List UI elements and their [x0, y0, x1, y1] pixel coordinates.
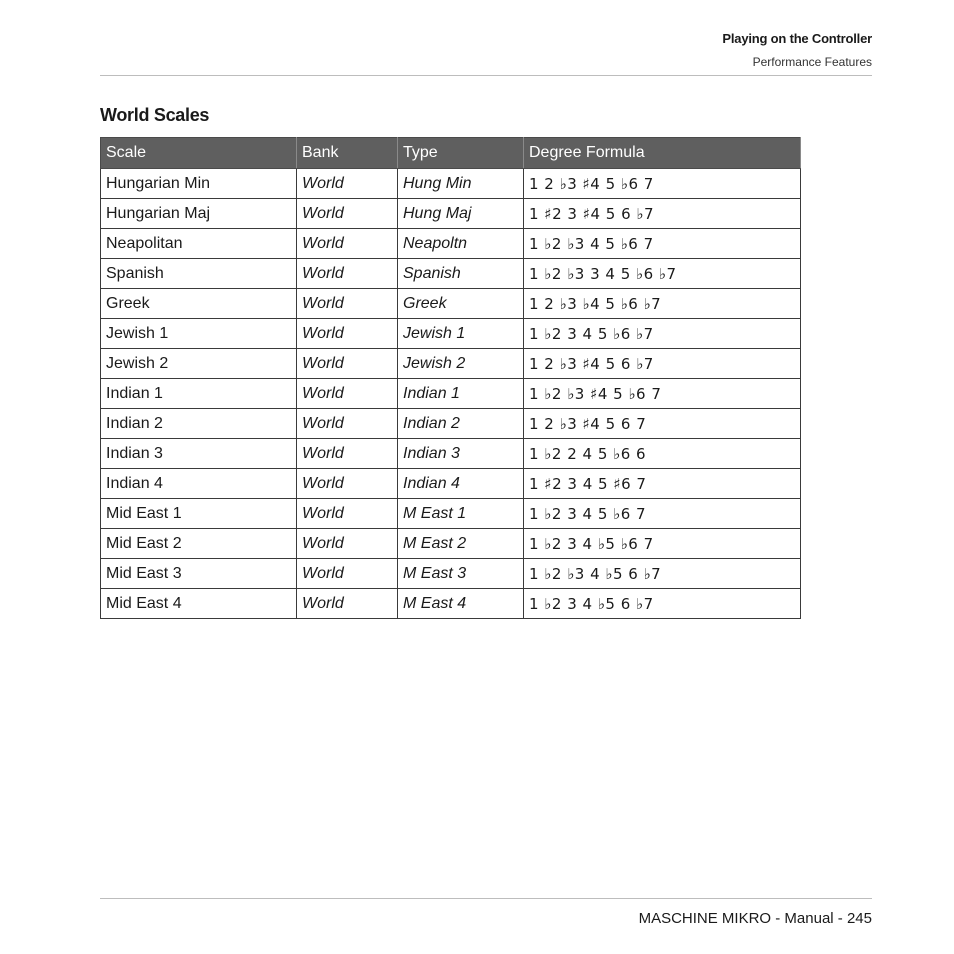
- bank-cell: World: [297, 559, 398, 589]
- type-cell: M East 3: [398, 559, 524, 589]
- scale-cell: Indian 4: [101, 469, 297, 499]
- bank-cell: World: [297, 469, 398, 499]
- scale-cell: Mid East 2: [101, 529, 297, 559]
- degree-formula-cell: 1 ♭2 ♭3 4 5 ♭6 7: [524, 229, 801, 259]
- degree-formula-cell: 1 ♯2 3 ♯4 5 6 ♭7: [524, 199, 801, 229]
- table-row: [101, 229, 801, 259]
- scale-cell: Indian 1: [101, 379, 297, 409]
- table-body: [101, 169, 801, 619]
- header-divider: [100, 75, 872, 76]
- degree-formula-cell: 1 ♭2 2 4 5 ♭6 6: [524, 439, 801, 469]
- table-row: [101, 529, 801, 559]
- scale-cell: Hungarian Min: [101, 169, 297, 199]
- bank-cell: World: [297, 529, 398, 559]
- page-footer: MASCHINE MIKRO - Manual - 245: [638, 910, 872, 927]
- bank-cell: World: [297, 169, 398, 199]
- degree-formula-cell: 1 ♯2 3 4 5 ♯6 7: [524, 469, 801, 499]
- chapter-title: Playing on the Controller: [722, 31, 872, 46]
- degree-formula-cell: 1 2 ♭3 ♯4 5 ♭6 7: [524, 169, 801, 199]
- type-cell: Neapoltn: [398, 229, 524, 259]
- bank-cell: World: [297, 439, 398, 469]
- table-row: [101, 499, 801, 529]
- degree-formula-cell: 1 2 ♭3 ♭4 5 ♭6 ♭7: [524, 289, 801, 319]
- degree-formula-cell: 1 ♭2 3 4 ♭5 ♭6 7: [524, 529, 801, 559]
- scale-cell: Mid East 4: [101, 589, 297, 619]
- scale-cell: Jewish 2: [101, 349, 297, 379]
- table-row: [101, 439, 801, 469]
- scale-cell: Hungarian Maj: [101, 199, 297, 229]
- type-cell: Indian 2: [398, 409, 524, 439]
- type-cell: Hung Min: [398, 169, 524, 199]
- table-row: [101, 589, 801, 619]
- column-header-type: Type: [398, 138, 524, 169]
- type-cell: Spanish: [398, 259, 524, 289]
- table-row: [101, 349, 801, 379]
- degree-formula-cell: 1 ♭2 3 4 5 ♭6 7: [524, 499, 801, 529]
- scale-cell: Indian 2: [101, 409, 297, 439]
- degree-formula-cell: 1 2 ♭3 ♯4 5 6 7: [524, 409, 801, 439]
- page-header: [100, 30, 872, 72]
- bank-cell: World: [297, 499, 398, 529]
- bank-cell: World: [297, 319, 398, 349]
- scale-cell: Mid East 1: [101, 499, 297, 529]
- table-row: [101, 169, 801, 199]
- scale-cell: Jewish 1: [101, 319, 297, 349]
- degree-formula-cell: 1 ♭2 ♭3 3 4 5 ♭6 ♭7: [524, 259, 801, 289]
- column-header-degree-formula: Degree Formula: [524, 138, 801, 169]
- degree-formula-cell: 1 ♭2 3 4 ♭5 6 ♭7: [524, 589, 801, 619]
- table-header-row: [101, 138, 801, 169]
- table-row: [101, 559, 801, 589]
- bank-cell: World: [297, 379, 398, 409]
- type-cell: M East 1: [398, 499, 524, 529]
- bank-cell: World: [297, 409, 398, 439]
- bank-cell: World: [297, 199, 398, 229]
- bank-cell: World: [297, 349, 398, 379]
- type-cell: M East 4: [398, 589, 524, 619]
- scale-cell: Greek: [101, 289, 297, 319]
- degree-formula-cell: 1 2 ♭3 ♯4 5 6 ♭7: [524, 349, 801, 379]
- type-cell: Hung Maj: [398, 199, 524, 229]
- type-cell: Jewish 2: [398, 349, 524, 379]
- type-cell: Indian 1: [398, 379, 524, 409]
- table-row: [101, 409, 801, 439]
- column-header-scale: Scale: [101, 138, 297, 169]
- table-row: [101, 289, 801, 319]
- table-row: [101, 319, 801, 349]
- world-scales-table: [100, 137, 801, 619]
- scale-cell: Indian 3: [101, 439, 297, 469]
- bank-cell: World: [297, 259, 398, 289]
- table-row: [101, 379, 801, 409]
- page-title: World Scales: [100, 105, 210, 125]
- bank-cell: World: [297, 229, 398, 259]
- scale-cell: Mid East 3: [101, 559, 297, 589]
- table-row: [101, 259, 801, 289]
- bank-cell: World: [297, 289, 398, 319]
- type-cell: Greek: [398, 289, 524, 319]
- type-cell: M East 2: [398, 529, 524, 559]
- bank-cell: World: [297, 589, 398, 619]
- table-row: [101, 199, 801, 229]
- type-cell: Indian 3: [398, 439, 524, 469]
- table-row: [101, 469, 801, 499]
- section-title: Performance Features: [752, 55, 872, 69]
- degree-formula-cell: 1 ♭2 ♭3 ♯4 5 ♭6 7: [524, 379, 801, 409]
- degree-formula-cell: 1 ♭2 3 4 5 ♭6 ♭7: [524, 319, 801, 349]
- scale-cell: Spanish: [101, 259, 297, 289]
- scale-cell: Neapolitan: [101, 229, 297, 259]
- type-cell: Indian 4: [398, 469, 524, 499]
- footer-divider: [100, 898, 872, 899]
- column-header-bank: Bank: [297, 138, 398, 169]
- degree-formula-cell: 1 ♭2 ♭3 4 ♭5 6 ♭7: [524, 559, 801, 589]
- type-cell: Jewish 1: [398, 319, 524, 349]
